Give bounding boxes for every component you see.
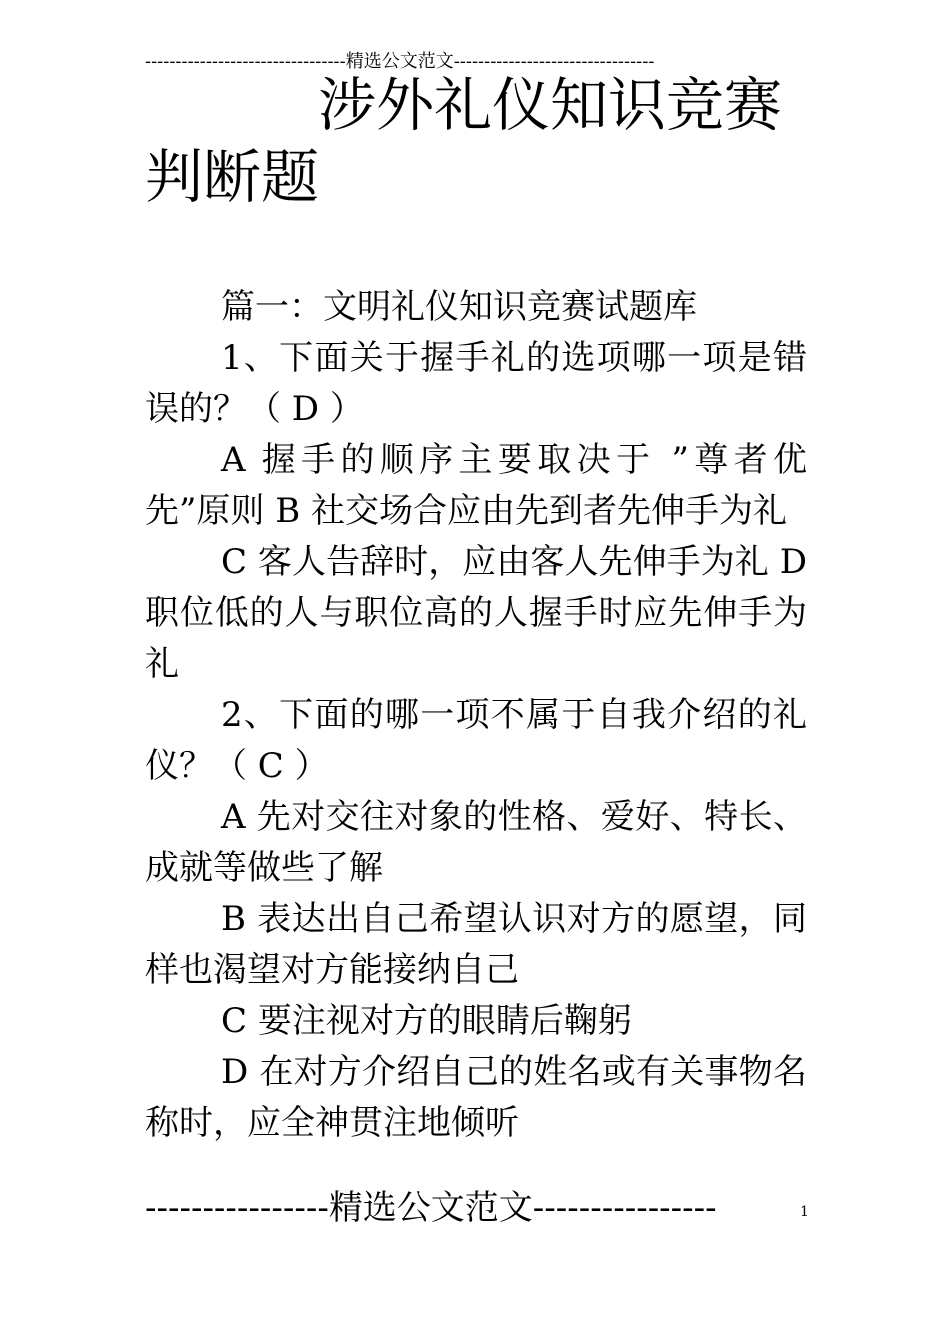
document-title-line-2: 判断题 (145, 143, 320, 211)
document-body (145, 282, 807, 1149)
page-header: ---------------------------------精选公文范文--------------------------------- (145, 51, 655, 72)
question-2-option-c: C 要注视对方的眼睛后鞠躬 (221, 1001, 632, 1041)
question-2-option-d: D 在对方介绍自己的姓名或有关事物名称时，应全神贯注地倾听 (145, 1052, 807, 1143)
page-number: 1 (800, 1204, 809, 1220)
question-1-options-ab: A 握手的顺序主要取决于 ”尊者优先”原则 B 社交场合应由先到者先伸手为礼 (145, 440, 807, 531)
question-2-option-b: B 表达出自己希望认识对方的愿望，同样也渴望对方能接纳自己 (145, 899, 807, 990)
document-title-line-1: 涉外礼仪知识竞赛 (318, 71, 783, 139)
section-heading: 篇一：文明礼仪知识竞赛试题库 (221, 287, 697, 327)
question-1-options-cd: C 客人告辞时，应由客人先伸手为礼 D 职位低的人与职位高的人握手时应先伸手为礼 (145, 542, 807, 684)
question-2: 2、下面的哪一项不属于自我介绍的礼仪？（ C ） (145, 695, 807, 786)
page-footer: ----------------精选公文范文---------------- (145, 1188, 717, 1228)
question-1: 1、下面关于握手礼的选项哪一项是错误的？（ D ） (145, 338, 807, 429)
question-2-option-a: A 先对交往对象的性格、爱好、特长、成就等做些了解 (145, 797, 807, 888)
